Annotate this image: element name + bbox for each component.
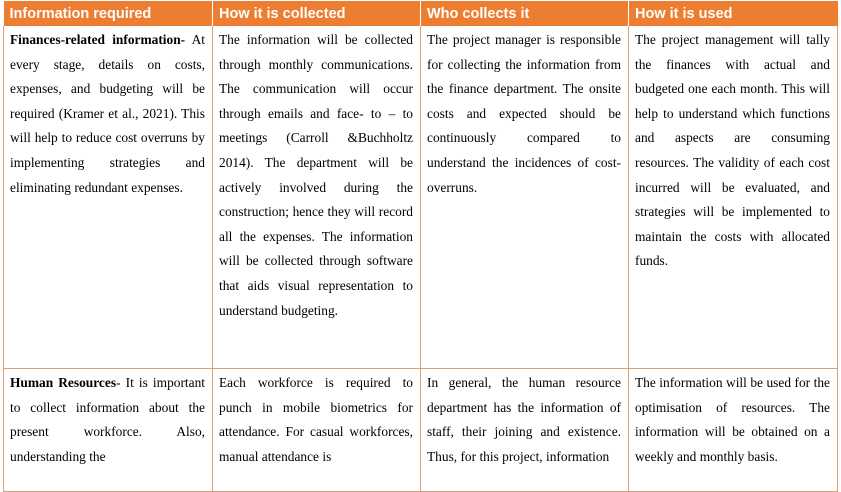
cell-who-collects: The project manager is responsible for collecting the information from the finance department. The onsite costs and expected should be continuously compared to understand the incidences of cost- overruns. (421, 26, 629, 369)
row-heading: Human Resources (10, 375, 117, 390)
table-row (4, 369, 838, 492)
header-how-collected: How it is collected (213, 1, 421, 26)
information-table (3, 1, 838, 492)
header-how-used: How it is used (629, 1, 838, 26)
cell-how-collected: Each workforce is required to punch in mobile biometrics for attendance. For casual workforces, manual attendance is (213, 369, 421, 492)
cell-how-used: The project management will tally the finances with actual and budgeted one each month. This will help to understand which functions and aspects are consuming resources. The validity of each cost incurred will be evaluated, and strategies will be implemented to maintain the costs with allocated funds. (629, 26, 838, 369)
row-description: - It is important to collect information about the present workforce. Also, understanding the (10, 375, 205, 464)
row-heading: Finances-related information- (10, 32, 186, 47)
cell-information-required (4, 369, 213, 492)
cell-who-collects: In general, the human resource department has the information of staff, their joining and existence. Thus, for this project, information (421, 369, 629, 492)
table-row (4, 26, 838, 369)
cell-information-required (4, 26, 213, 369)
document-page (3, 1, 837, 492)
header-who-collects: Who collects it (421, 1, 629, 26)
row-description: At every stage, details on costs, expenses, and budgeting will be required (Kramer et al., 2021). This will help to reduce cost overruns by implementing strategies and eliminating redundant expenses. (10, 32, 206, 195)
cell-how-collected: The information will be collected through monthly communications. The communication will occur through emails and face- to – to meetings (Carroll &Buchholtz 2014). The department will be actively involved during the construction; hence they will record all the expenses. The information will be collected through software that aids visual representation to understand budgeting. (213, 26, 421, 369)
header-information-required: Information required (4, 1, 213, 26)
header-row (4, 1, 838, 26)
cell-how-used: The information will be used for the optimisation of resources. The information will be obtained on a weekly and monthly basis. (629, 369, 838, 492)
